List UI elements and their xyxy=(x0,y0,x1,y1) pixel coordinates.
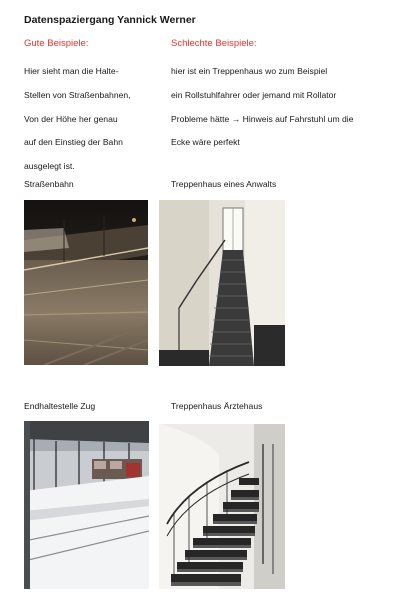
good-text-line: ausgelegt ist. xyxy=(24,161,75,172)
good-text-line: auf den Einstieg der Bahn xyxy=(24,137,123,148)
bad-text-line: Probleme hätte → Hinweis auf Fahrstuhl um die xyxy=(171,113,354,124)
good-examples-heading: Gute Beispiele: xyxy=(24,38,89,49)
lawyer-staircase-photo xyxy=(159,200,285,366)
bad-text-line: Ecke wäre perfekt xyxy=(171,137,240,148)
bad-text-line: hier ist ein Treppenhaus wo zum Beispiel xyxy=(171,66,328,76)
bad-examples-heading: Schlechte Beispiele: xyxy=(171,38,257,49)
good-text-line: Stellen von Straßenbahnen, xyxy=(24,89,131,100)
bad-text-line: ein Rollstuhlfahrer oder jemand mit Rollator xyxy=(171,89,337,100)
train-terminus-photo xyxy=(24,421,149,589)
document-title: Datenspaziergang Yannick Werner xyxy=(24,14,196,26)
tram-stop-photo xyxy=(24,200,148,365)
doctors-staircase-photo xyxy=(159,424,285,589)
good-text-line: Hier sieht man die Halte- xyxy=(24,66,119,76)
photo-caption-doctors-stairs: Treppenhaus Ärztehaus xyxy=(171,401,263,411)
good-text-line: Von der Höhe her genau xyxy=(24,113,118,124)
photo-caption-tram: Straßenbahn xyxy=(24,179,74,189)
good-examples-text xyxy=(24,60,164,179)
bad-examples-text xyxy=(171,60,401,155)
photo-caption-train-terminus: Endhaltestelle Zug xyxy=(24,401,96,411)
photo-caption-lawyer-stairs: Treppenhaus eines Anwalts xyxy=(171,179,277,189)
